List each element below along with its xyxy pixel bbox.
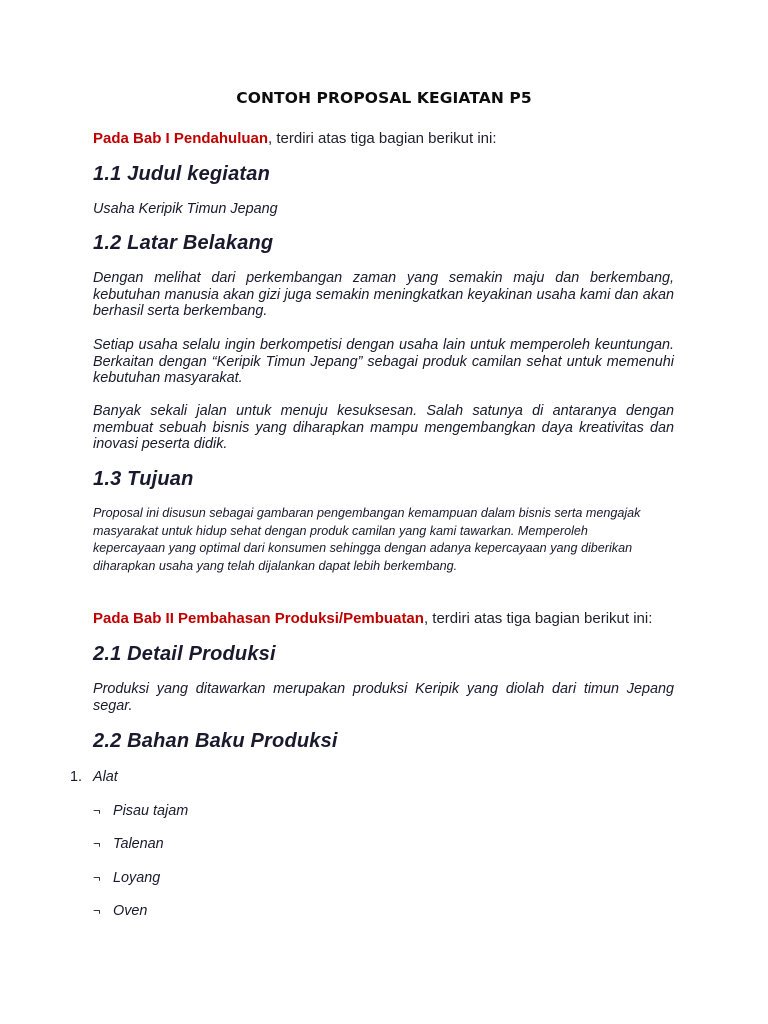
tool-label: Oven bbox=[113, 903, 148, 919]
tool-label: Talenan bbox=[113, 836, 164, 852]
bab2-intro-text: , terdiri atas tiga bagian berikut ini: bbox=[423, 610, 653, 627]
bab2-highlight: Pada Bab II Pembahasan Produksi/Pembuatan bbox=[93, 610, 424, 627]
bullet-mark-icon: ¬ bbox=[93, 903, 101, 918]
tool-item bbox=[93, 803, 493, 819]
bullet-mark-icon: ¬ bbox=[93, 836, 101, 851]
bullet-mark-icon: ¬ bbox=[93, 803, 101, 818]
list-item-alat bbox=[70, 769, 670, 785]
latar-belakang-paragraph-3: Banyak sekali jalan untuk menuju kesuksesan. Salah satunya di antaranya dengan membuat sebuah bisnis yang diharapkan mampu mengembangkan daya kreativitas dan inovasi peserta didik. bbox=[93, 403, 674, 452]
latar-belakang-paragraph-1: Dengan melihat dari perkembangan zaman yang semakin maju dan berkembang, kebutuhan manusia akan gizi juga semakin meningkatkan keyakinan usaha kami dan akan berhasil serta berkembang. bbox=[93, 270, 674, 319]
tujuan-text: Proposal ini disusun sebagai gambaran pengembangan kemampuan dalam bisnis serta mengajak masyarakat untuk hidup sehat dengan produk camilan yang kami tawarkan. Memperoleh kepercayaan yang optimal dari konsumen sehingga dengan adanya kepercayaan yang diberikan diharapkan usaha yang telah dijalankan dapat lebih berkembang. bbox=[93, 506, 641, 573]
tool-label: Pisau tajam bbox=[113, 803, 189, 819]
bab1-intro bbox=[93, 130, 693, 147]
heading-1-1: 1.1 Judul kegiatan bbox=[93, 163, 270, 185]
tool-item bbox=[93, 870, 493, 886]
document-title: CONTOH PROPOSAL KEGIATAN P5 bbox=[236, 89, 532, 107]
heading-1-2: 1.2 Latar Belakang bbox=[93, 232, 274, 254]
bab1-highlight: Pada Bab I Pendahuluan bbox=[93, 130, 269, 147]
bab2-intro bbox=[93, 610, 693, 627]
bullet-mark-icon: ¬ bbox=[93, 870, 101, 885]
heading-1-3: 1.3 Tujuan bbox=[93, 468, 194, 490]
detail-produksi-text: Produksi yang ditawarkan merupakan produksi Keripik yang diolah dari timun Jepang segar. bbox=[93, 681, 674, 714]
list-label: Alat bbox=[93, 769, 118, 785]
heading-2-1: 2.1 Detail Produksi bbox=[93, 643, 276, 665]
judul-kegiatan-text: Usaha Keripik Timun Jepang bbox=[93, 201, 278, 217]
bab1-intro-text: , terdiri atas tiga bagian berikut ini: bbox=[268, 130, 497, 147]
tool-item bbox=[93, 836, 493, 852]
latar-belakang-paragraph-2: Setiap usaha selalu ingin berkompetisi dengan usaha lain untuk memperoleh keuntungan. Berkaitan dengan “Keripik Timun Jepang” sebagai produk camilan sehat untuk memenuhi kebutuhan masyarakat. bbox=[93, 337, 674, 386]
heading-2-2: 2.2 Bahan Baku Produksi bbox=[93, 730, 338, 752]
tool-label: Loyang bbox=[113, 870, 161, 886]
tool-item bbox=[93, 903, 493, 919]
list-number: 1. bbox=[70, 769, 83, 785]
